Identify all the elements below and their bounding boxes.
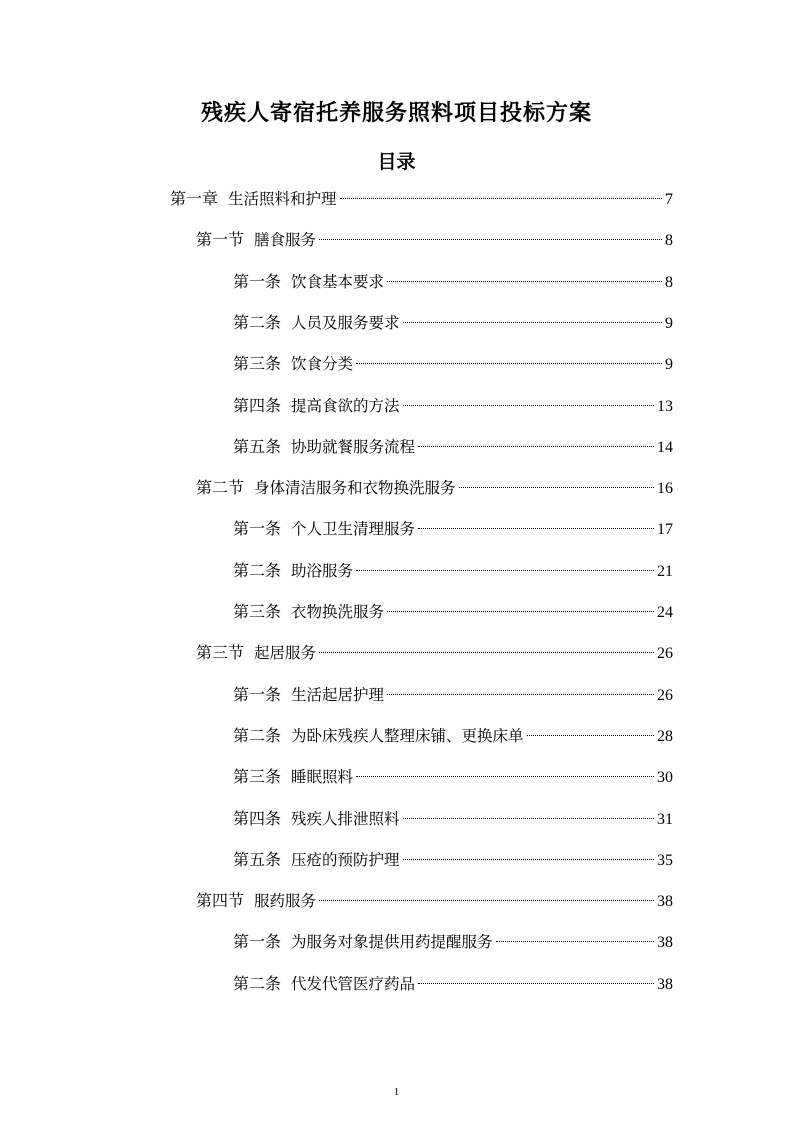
toc-dot-leader — [459, 487, 654, 488]
toc-entry-number: 第二条 — [233, 314, 282, 332]
document-title: 残疾人寄宿托养服务照料项目投标方案 — [200, 101, 592, 126]
toc-entry-number: 第一条 — [233, 521, 282, 539]
toc-dot-leader — [418, 983, 654, 984]
toc-entry-page: 16 — [657, 480, 673, 498]
toc-entry-label: 为卧床残疾人整理床铺、更换床单 — [291, 726, 524, 745]
toc-entry[interactable] — [233, 393, 673, 419]
toc-dot-leader — [403, 859, 654, 860]
toc-entry[interactable] — [233, 310, 673, 336]
toc-entry[interactable] — [170, 186, 673, 212]
toc-entry-page: 38 — [657, 934, 673, 952]
toc-entry-label: 身体清洁服务和衣物换洗服务 — [254, 479, 456, 498]
toc-entry-label: 饮食分类 — [291, 355, 354, 374]
toc-dot-leader — [387, 694, 654, 695]
toc-heading: 目录 — [377, 151, 416, 173]
toc-entry-label: 残疾人排泄照料 — [291, 809, 400, 828]
toc-entry-page: 38 — [657, 893, 673, 911]
toc-dot-leader — [418, 528, 654, 529]
toc-entry-page: 31 — [657, 810, 673, 828]
toc-entry[interactable] — [233, 806, 673, 832]
toc-entry-label: 生活起居护理 — [291, 685, 385, 704]
toc-entry-page: 28 — [657, 727, 673, 745]
toc-entry[interactable] — [233, 847, 673, 873]
toc-entry[interactable] — [233, 682, 673, 708]
toc-dot-leader — [319, 652, 654, 653]
toc-entry-number: 第四条 — [233, 810, 282, 828]
toc-entry-number: 第三条 — [233, 604, 282, 621]
toc-entry-number: 第四条 — [233, 397, 282, 415]
toc-entry-page: 24 — [657, 604, 673, 621]
toc-entry-number: 第三条 — [233, 769, 282, 787]
page-number: 1 — [393, 1086, 400, 1098]
toc-entry-label: 人员及服务要求 — [291, 313, 400, 332]
toc-dot-leader — [403, 818, 654, 819]
toc-entry-page: 38 — [657, 975, 673, 993]
toc-entry-number: 第五条 — [233, 851, 282, 869]
toc-entry[interactable] — [196, 888, 673, 914]
toc-entry-label: 协助就餐服务流程 — [291, 437, 416, 456]
toc-dot-leader — [418, 446, 654, 447]
toc-dot-leader — [340, 198, 662, 199]
toc-entry-number: 第一章 — [170, 191, 219, 208]
toc-entry-label: 服药服务 — [254, 892, 317, 911]
toc-entry-number: 第三节 — [196, 645, 245, 663]
toc-dot-leader — [356, 363, 662, 364]
toc-entry-number: 第一条 — [233, 934, 282, 952]
toc-entry[interactable] — [196, 640, 673, 666]
toc-entry[interactable] — [233, 599, 673, 625]
toc-dot-leader — [527, 735, 654, 736]
toc-dot-leader — [319, 900, 654, 901]
toc-entry-number: 第二节 — [196, 480, 245, 498]
toc-entry-number: 第一条 — [233, 273, 282, 291]
toc-entry-page: 13 — [657, 397, 673, 415]
toc-dot-leader — [403, 322, 662, 323]
toc-entry-page: 14 — [657, 438, 673, 456]
toc-dot-leader — [387, 611, 654, 612]
toc-entry[interactable] — [233, 929, 673, 955]
toc-entry[interactable] — [196, 475, 673, 501]
toc-entry-label: 膳食服务 — [254, 231, 317, 250]
toc-entry[interactable] — [233, 723, 673, 749]
toc-entry-label: 为服务对象提供用药提醒服务 — [291, 933, 493, 952]
toc-entry-number: 第二条 — [233, 727, 282, 745]
toc-entry-label: 助浴服务 — [291, 561, 354, 580]
toc-entry[interactable] — [233, 351, 673, 377]
toc-entry-page: 26 — [657, 645, 673, 663]
toc-dot-leader — [403, 405, 654, 406]
toc-entry-number: 第一条 — [233, 686, 282, 704]
toc-entry-label: 个人卫生清理服务 — [291, 520, 416, 539]
toc-entry-number: 第四节 — [196, 893, 245, 911]
toc-entry[interactable] — [233, 558, 673, 584]
toc-entry-label: 生活照料和护理 — [228, 190, 337, 208]
toc-entry-page: 30 — [657, 769, 673, 787]
toc-entry-number: 第一节 — [196, 232, 245, 250]
toc-entry-page: 7 — [665, 191, 673, 208]
toc-entry-page: 21 — [657, 562, 673, 580]
toc-entry-label: 代发代管医疗药品 — [291, 974, 416, 993]
toc-entry-label: 睡眠照料 — [291, 768, 354, 787]
toc-dot-leader — [356, 776, 654, 777]
toc-entry-page: 9 — [665, 356, 673, 374]
toc-entry-page: 35 — [657, 851, 673, 869]
toc-entry[interactable] — [196, 227, 673, 253]
toc-entry-page: 8 — [665, 273, 673, 291]
toc-entry[interactable] — [233, 971, 673, 997]
toc-entry-page: 9 — [665, 314, 673, 332]
toc-entry-label: 衣物换洗服务 — [291, 603, 385, 621]
toc-dot-leader — [387, 281, 662, 282]
toc-entry-number: 第二条 — [233, 975, 282, 993]
toc-entry-number: 第三条 — [233, 356, 282, 374]
toc-entry-label: 饮食基本要求 — [291, 272, 385, 291]
toc-entry[interactable] — [233, 516, 673, 542]
toc-entry-page: 26 — [657, 686, 673, 704]
toc-entry-page: 8 — [665, 232, 673, 250]
toc-entry[interactable] — [233, 434, 673, 460]
toc-dot-leader — [356, 570, 654, 571]
toc-entry-number: 第二条 — [233, 562, 282, 580]
toc-entry-page: 17 — [657, 521, 673, 539]
toc-entry-label: 提高食欲的方法 — [291, 396, 400, 415]
toc-entry-number: 第五条 — [233, 438, 282, 456]
toc-entry-label: 起居服务 — [254, 644, 317, 663]
toc-dot-leader — [319, 239, 662, 240]
toc-entry[interactable] — [233, 764, 673, 790]
toc-dot-leader — [496, 941, 654, 942]
toc-entry-label: 压疮的预防护理 — [291, 850, 400, 869]
toc-entry[interactable] — [233, 269, 673, 295]
